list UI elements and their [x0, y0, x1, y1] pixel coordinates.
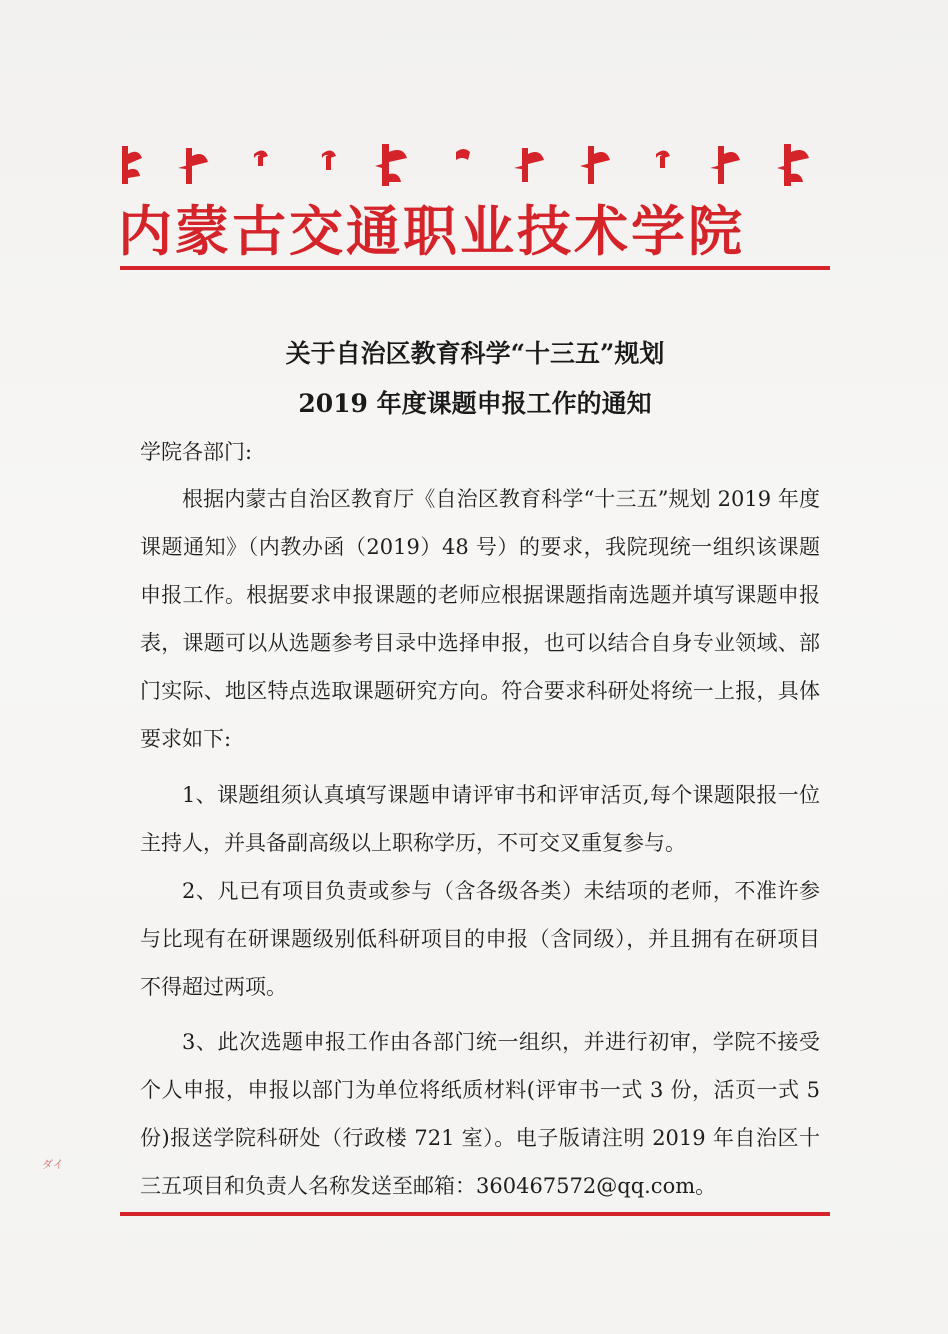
notice-intro-paragraph [140, 475, 820, 763]
notice-title-line-1: 关于自治区教育科学“十三五”规划 [285, 339, 665, 368]
letterhead-red-rule [120, 266, 830, 270]
requirement-text-2: 2、凡已有项目负责或参与（含各级各类）未结项的老师，不准许参与比现有在研课题级别低科研项目的申报（含同级），并且拥有在研项目不得超过两项。 [140, 879, 820, 999]
requirement-item-2 [140, 867, 820, 1011]
requirement-text-3: 3、此次选题申报工作由各部门统一组织，并进行初审，学院不接受个人申报，申报以部门为单位将纸质材料(评审书一式 3 份，活页一式 5 份)报送学院科研处（行政楼 721 室）。电子版请注明 2019 年自治区十三五项目和负责人名称发送至邮箱：360467572@qq.com。 [140, 1030, 820, 1198]
institution-name: 内蒙古交通职业技术学院 [118, 199, 745, 263]
mongolian-script-heading [120, 140, 830, 190]
footer-red-rule [120, 1212, 830, 1216]
intro-text: 根据内蒙古自治区教育厅《自治区教育科学“十三五”规划 2019 年度课题通知》（内教办函（2019）48 号）的要求，我院现统一组织该课题申报工作。根据要求申报课题的老师应根据课题指南选题并填写课题申报表，课题可以从选题参考目录中选择申报，也可以结合自身专业领域、部门实际、地区特点选取课题研究方向。符合要求科研处将统一上报，具体要求如下: [140, 487, 820, 751]
requirement-text-1: 1、课题组须认真填写课题申请评审书和评审活页,每个课题限报一位主持人，并具备副高级以上职称学历，不可交叉重复参与。 [140, 783, 820, 855]
notice-title-line-2: 2019 年度课题申报工作的通知 [298, 389, 652, 418]
margin-mark: ダイ [42, 1158, 64, 1171]
requirement-item-3 [140, 1018, 820, 1210]
requirement-item-1 [140, 771, 820, 867]
notice-greeting [140, 428, 820, 476]
greeting-text: 学院各部门: [140, 440, 253, 464]
